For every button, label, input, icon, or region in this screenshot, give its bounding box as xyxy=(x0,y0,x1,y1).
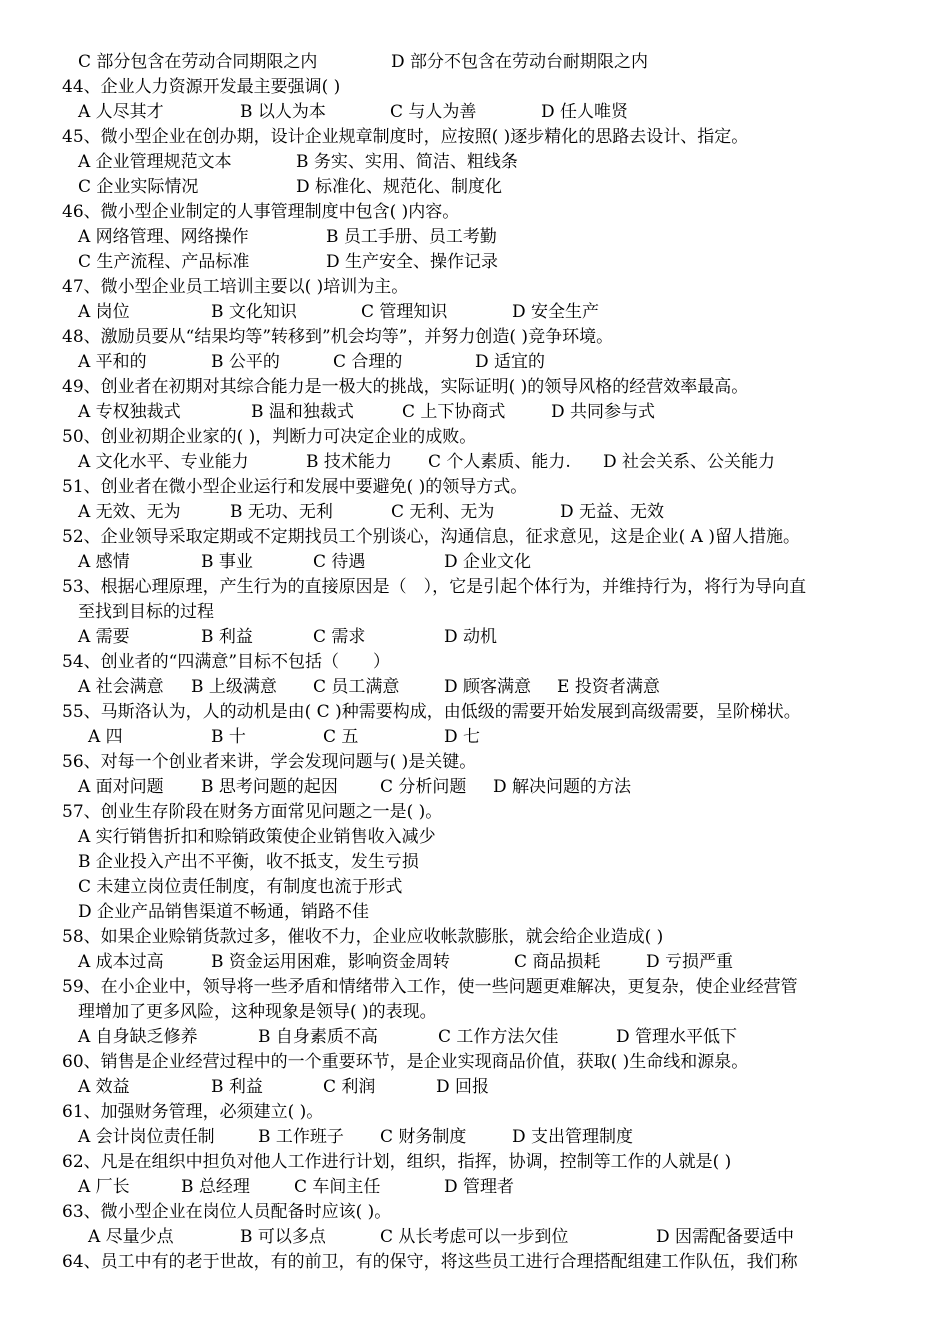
option-text: B 自身素质不高 xyxy=(258,1027,378,1047)
line-text: 46、微小型企业制定的人事管理制度中包含( )内容。 xyxy=(62,202,460,222)
option-text: C 需求 xyxy=(313,627,366,647)
line-text: 62、凡是在组织中担负对他人工作进行计划，组织，指挥，协调，控制等工作的人就是( ) xyxy=(62,1152,732,1172)
option-text: D 动机 xyxy=(444,627,498,647)
option-text: D 社会关系、公关能力 xyxy=(603,452,776,472)
line-text: 58、如果企业赊销货款过多，催收不力，企业应收帐款膨胀，就会给企业造成( ) xyxy=(62,927,664,947)
option-text: B 利益 xyxy=(211,1077,263,1097)
line-text: B 企业投入产出不平衡，收不抵支，发生亏损 xyxy=(78,852,419,872)
option-text: D 生产安全、操作记录 xyxy=(326,252,499,272)
option-text: D 因需配备要适中 xyxy=(656,1227,795,1247)
option-text: B 技术能力 xyxy=(306,452,392,472)
line-text: A 感情 xyxy=(78,552,130,572)
line-text: A 社会满意 xyxy=(78,677,164,697)
option-text: D 七 xyxy=(444,727,481,747)
option-text: D 顾客满意 xyxy=(444,677,532,697)
line-text: 55、马斯洛认为，人的动机是由( C )种需要构成，由低级的需要开始发展到高级需要，呈阶梯状。 xyxy=(62,702,801,722)
line-text: A 厂长 xyxy=(78,1177,130,1197)
line-text: A 会计岗位责任制 xyxy=(78,1127,215,1147)
option-text: D 安全生产 xyxy=(512,302,600,322)
option-text: D 企业文化 xyxy=(444,552,532,572)
option-text: D 适宜的 xyxy=(475,352,546,372)
option-text: C 管理知识 xyxy=(361,302,448,322)
option-text: B 思考问题的起因 xyxy=(201,777,338,797)
line-text: A 平和的 xyxy=(78,352,147,372)
option-text: B 十 xyxy=(211,727,246,747)
line-text: 52、企业领导采取定期或不定期找员工个别谈心，沟通信息，征求意见，这是企业( A )留人措施。 xyxy=(62,527,800,547)
option-text: B 以人为本 xyxy=(240,102,326,122)
line-text: 64、员工中有的老于世故，有的前卫，有的保守，将这些员工进行合理搭配组建工作队伍，我们称 xyxy=(62,1252,798,1272)
option-text: D 部分不包含在劳动台耐期限之内 xyxy=(391,52,649,72)
line-text: 48、激励员要从“结果均等”转移到”机会均等”，并努力创造( )竞争环境。 xyxy=(62,327,614,347)
option-text: B 资金运用困难，影响资金周转 xyxy=(211,952,450,972)
option-text: C 员工满意 xyxy=(313,677,400,697)
line-text: A 文化水平、专业能力 xyxy=(78,452,249,472)
line-text: A 成本过高 xyxy=(78,952,164,972)
option-text: C 分析问题 xyxy=(380,777,467,797)
option-text: D 亏损严重 xyxy=(646,952,734,972)
option-text: D 管理者 xyxy=(444,1177,515,1197)
line-text: D 企业产品销售渠道不畅通，销路不佳 xyxy=(78,902,370,922)
option-text: D 管理水平低下 xyxy=(616,1027,738,1047)
option-text: D 共同参与式 xyxy=(551,402,656,422)
option-text: C 利润 xyxy=(323,1077,376,1097)
line-text: A 效益 xyxy=(78,1077,130,1097)
line-text: C 企业实际情况 xyxy=(78,177,199,197)
option-text: C 工作方法欠佳 xyxy=(438,1027,559,1047)
option-text: B 事业 xyxy=(201,552,253,572)
line-text: 54、创业者的“四满意”目标不包括（ ） xyxy=(62,652,391,672)
line-text: A 网络管理、网络操作 xyxy=(78,227,249,247)
line-text: 47、微小型企业员工培训主要以( )培训为主。 xyxy=(62,277,409,297)
option-text: B 可以多点 xyxy=(240,1227,326,1247)
option-text: D 标准化、规范化、制度化 xyxy=(296,177,503,197)
option-text: C 从长考虑可以一步到位 xyxy=(380,1227,569,1247)
line-text: 53、根据心理原理，产生行为的直接原因是（ ），它是引起个体行为，并维持行为，将行为导向直 xyxy=(62,577,807,597)
line-text: A 尽量少点 xyxy=(88,1227,174,1247)
line-text: A 四 xyxy=(88,727,123,747)
line-text: 50、创业初期企业家的( )，判断力可决定企业的成败。 xyxy=(62,427,477,447)
line-text: A 需要 xyxy=(78,627,130,647)
option-text: B 文化知识 xyxy=(211,302,297,322)
option-text: E 投资者满意 xyxy=(557,677,660,697)
option-text: B 无功、无利 xyxy=(230,502,333,522)
line-text: 49、创业者在初期对其综合能力是一极大的挑战，实际证明( )的领导风格的经营效率最高。 xyxy=(62,377,749,397)
option-text: C 无利、无为 xyxy=(391,502,495,522)
option-text: B 上级满意 xyxy=(191,677,277,697)
line-text: A 实行销售折扣和赊销政策使企业销售收入减少 xyxy=(78,827,436,847)
line-text: A 岗位 xyxy=(78,302,130,322)
option-text: C 个人素质、能力. xyxy=(428,452,571,472)
option-text: C 商品损耗 xyxy=(514,952,601,972)
line-text: A 人尽其才 xyxy=(78,102,164,122)
option-text: B 工作班子 xyxy=(258,1127,344,1147)
option-text: D 解决问题的方法 xyxy=(493,777,632,797)
option-text: B 温和独裁式 xyxy=(251,402,354,422)
line-text: 理增加了更多风险，这种现象是领导( )的表现。 xyxy=(78,1002,437,1022)
line-text: 56、对每一个创业者来讲，学会发现问题与( )是关键。 xyxy=(62,752,477,772)
line-text: C 部分包含在劳动合同期限之内 xyxy=(78,52,318,72)
option-text: C 车间主任 xyxy=(294,1177,381,1197)
option-text: C 上下协商式 xyxy=(402,402,506,422)
line-text: 61、加强财务管理，必须建立( )。 xyxy=(62,1102,324,1122)
line-text: A 面对问题 xyxy=(78,777,164,797)
line-text: 51、创业者在微小型企业运行和发展中要避免( )的领导方式。 xyxy=(62,477,528,497)
line-text: C 生产流程、产品标准 xyxy=(78,252,250,272)
option-text: C 五 xyxy=(323,727,359,747)
line-text: 至找到目标的过程 xyxy=(78,602,214,622)
option-text: B 务实、实用、简洁、粗线条 xyxy=(296,152,518,172)
line-text: 59、在小企业中，领导将一些矛盾和情绪带入工作，使一些问题更难解决，更复杂，使企业经营管 xyxy=(62,977,798,997)
option-text: C 合理的 xyxy=(333,352,403,372)
line-text: A 无效、无为 xyxy=(78,502,181,522)
option-text: B 利益 xyxy=(201,627,253,647)
option-text: C 财务制度 xyxy=(380,1127,467,1147)
line-text: A 自身缺乏修养 xyxy=(78,1027,198,1047)
option-text: B 员工手册、员工考勤 xyxy=(326,227,497,247)
line-text: 44、企业人力资源开发最主要强调( ) xyxy=(62,77,341,97)
line-text: 45、微小型企业在创办期，设计企业规章制度时，应按照( )逐步精化的思路去设计、指定。 xyxy=(62,127,749,147)
line-text: 57、创业生存阶段在财务方面常见问题之一是( )。 xyxy=(62,802,443,822)
option-text: B 总经理 xyxy=(181,1177,250,1197)
option-text: C 与人为善 xyxy=(390,102,477,122)
option-text: D 无益、无效 xyxy=(560,502,665,522)
option-text: D 回报 xyxy=(436,1077,490,1097)
option-text: B 公平的 xyxy=(211,352,280,372)
line-text: 63、微小型企业在岗位人员配备时应该( )。 xyxy=(62,1202,392,1222)
line-text: A 企业管理规范文本 xyxy=(78,152,232,172)
option-text: C 待遇 xyxy=(313,552,366,572)
option-text: D 支出管理制度 xyxy=(512,1127,634,1147)
option-text: D 任人唯贤 xyxy=(541,102,629,122)
line-text: 60、销售是企业经营过程中的一个重要环节，是企业实现商品价值，获取( )生命线和源泉。 xyxy=(62,1052,749,1072)
line-text: A 专权独裁式 xyxy=(78,402,181,422)
line-text: C 未建立岗位责任制度，有制度也流于形式 xyxy=(78,877,403,897)
